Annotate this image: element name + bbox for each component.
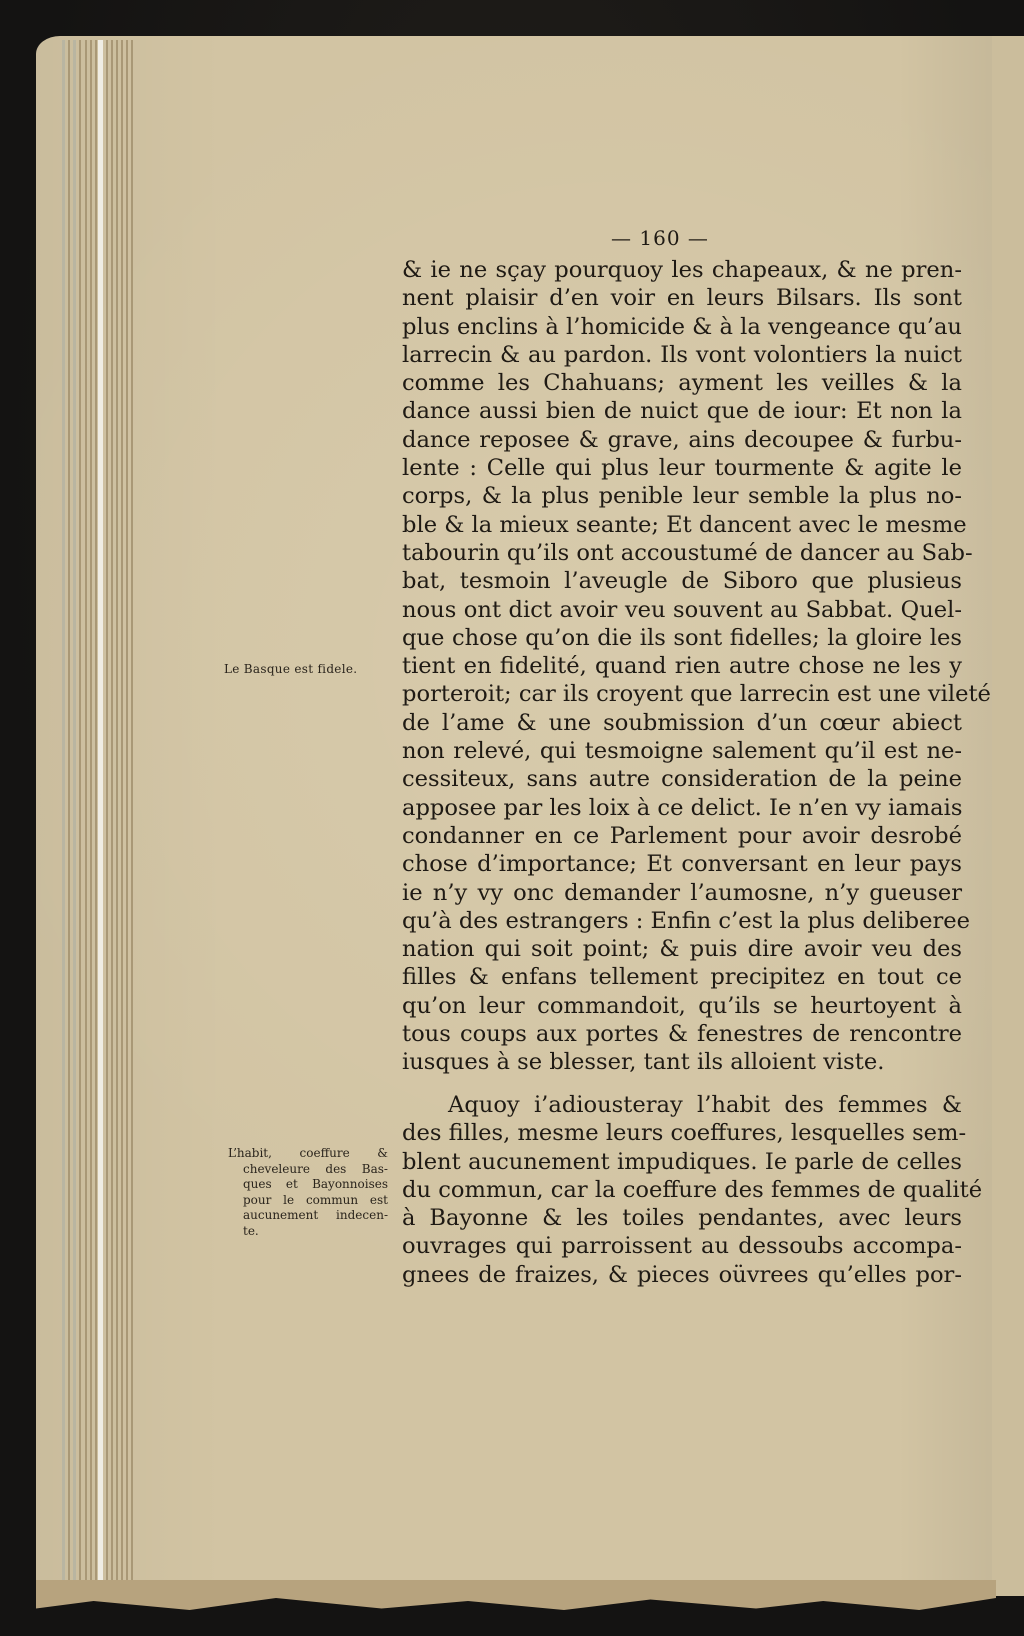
text-line: tous coups aux portes & fenestres de rencontre (402, 1021, 962, 1048)
text-line: ie n’y vy onc demander l’aumosne, n’y gueuser (402, 879, 962, 906)
page-number: — 160 — (611, 226, 709, 250)
text-line: qu’à des estrangers : Enfin c’est la plus deliberee (402, 907, 970, 934)
text-line: non relevé, qui tesmoigne salement qu’il est ne- (402, 738, 962, 765)
text-line: du commun, car la coeffure des femmes de qualité (402, 1176, 983, 1203)
text-line: tabourin qu’ils ont accoustumé de dancer au Sab- (402, 539, 973, 566)
text-line: des filles, mesme leurs coeffures, lesquelles sem- (402, 1120, 967, 1147)
text-line: cessiteux, sans autre consideration de la peine (402, 766, 962, 793)
paragraph (402, 256, 991, 1077)
text-line: comme les Chahuans; ayment les veilles & la (402, 370, 962, 397)
paragraph (402, 1091, 983, 1289)
text-line: dance aussi bien de nuict que de iour: Et non la (402, 398, 962, 425)
text-line: tient en fidelité, quand rien autre chose ne les y (402, 653, 962, 680)
margin-note-line: Le Basque est fidele. (224, 662, 358, 676)
margin-note-line: L’habit, coeffure & (228, 1146, 388, 1160)
text-line: plus enclins à l’homicide & à la vengeance qu’au (402, 313, 962, 340)
text-line: que chose qu’on die ils sont fidelles; la gloire les (402, 624, 962, 651)
margin-note-line: te. (243, 1223, 259, 1238)
margin-note-line: pour le commun est (243, 1192, 388, 1207)
text-line: nent plaisir d’en voir en leurs Bilsars. Ils sont (402, 285, 962, 312)
text-line: Aquoy i’adiousteray l’habit des femmes & (448, 1092, 962, 1118)
margin-note-line: cheveleure des Bas- (243, 1161, 388, 1176)
margin-note-line: ques et Bayonnoises (243, 1177, 388, 1191)
margin-note (228, 1146, 388, 1239)
text-line: lente : Celle qui plus leur tourmente & agite le (402, 455, 962, 482)
text-line: ouvrages qui parroissent au dessoubs accompa- (402, 1233, 962, 1260)
text-line: de l’ame & une soubmission d’un cœur abiect (402, 709, 962, 736)
text-line: apposee par les loix à ce delict. Ie n’en vy iamais (402, 794, 963, 821)
text-line: bat, tesmoin l’aveugle de Siboro que plusieus (402, 568, 962, 595)
text-line: dance reposee & grave, ains decoupee & furbu- (402, 426, 962, 453)
text-line: nous ont dict avoir veu souvent au Sabbat. Quel- (402, 596, 962, 623)
text-line: larrecin & au pardon. Ils vont volontiers la nuict (402, 341, 962, 368)
text-line: corps, & la plus penible leur semble la plus no- (402, 483, 962, 510)
text-line: filles & enfans tellement precipitez en tout ce (402, 964, 962, 991)
text-line: nation qui soit point; & puis dire avoir veu des (402, 936, 962, 963)
text-line: & ie ne sçay pourquoy les chapeaux, & ne pren- (402, 257, 962, 283)
text-line: qu’on leur commandoit, qu’ils se heurtoyent à (402, 992, 962, 1019)
text-line: gnees de fraizes, & pieces oüvrees qu’elles por- (402, 1261, 962, 1288)
margin-note (224, 662, 357, 678)
text-line: chose d’importance; Et conversant en leur pays (402, 851, 962, 878)
text-line: condanner en ce Parlement pour avoir desrobé (402, 822, 962, 849)
margin-note-line: aucunement indecen- (243, 1208, 388, 1222)
text-line: ble & la mieux seante; Et dancent avec le mesme (402, 511, 967, 538)
text-line: blent aucunement impudiques. Ie parle de celles (402, 1148, 962, 1175)
text-line: à Bayonne & les toiles pendantes, avec leurs (402, 1205, 962, 1232)
text-line: iusques à se blesser, tant ils alloient viste. (402, 1049, 885, 1076)
text-line: porteroit; car ils croyent que larrecin est une vileté (402, 681, 991, 708)
